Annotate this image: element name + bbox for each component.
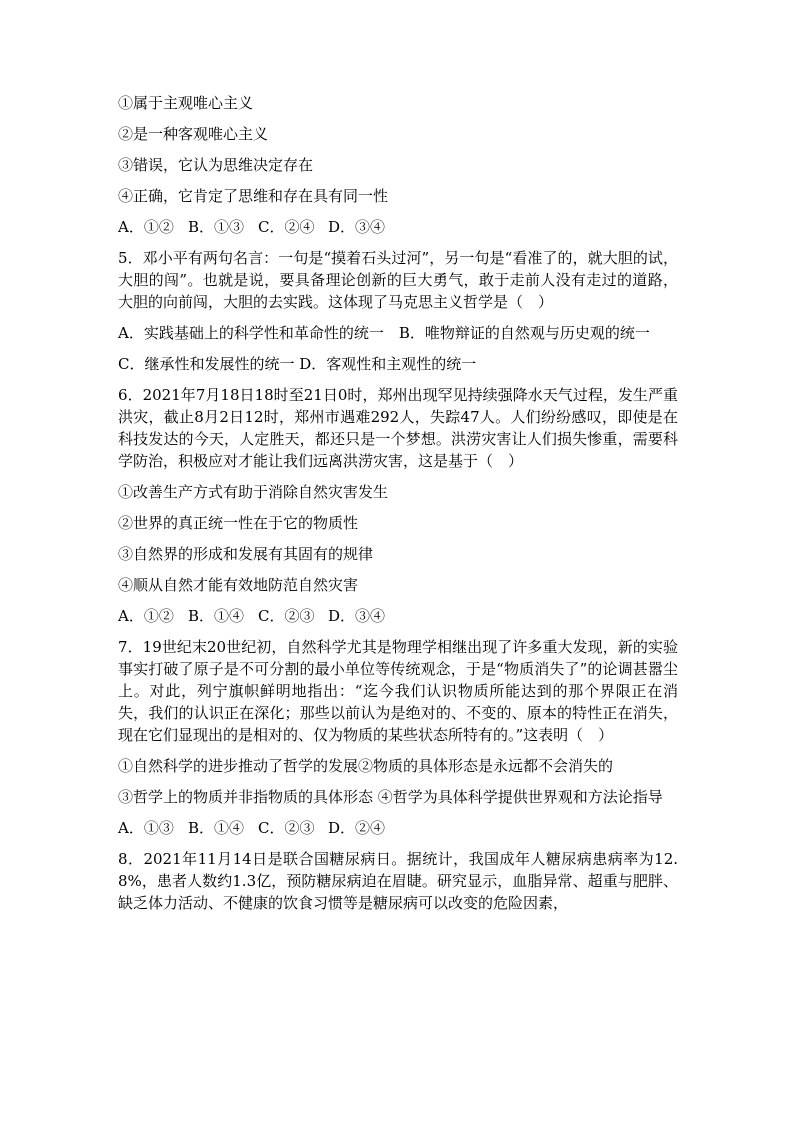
q6-item-2: ②世界的真正统一性在于它的物质性 — [118, 514, 359, 532]
q6-option-b: B．①④ — [188, 607, 245, 625]
q7-option-b: B．①④ — [188, 819, 245, 837]
q4-option-a: A．①② — [118, 218, 174, 236]
q4-option-d: D．③④ — [328, 218, 386, 236]
q4-option-b: B．①③ — [188, 218, 245, 236]
q8-stem: 8．2021年11月14日是联合国糖尿病日。据统计，我国成年人糖尿病患病率为12.8%，患者人数约1.3亿，预防糖尿病迫在眉睫。研究显示，血脂异常、超重与肥胖、缺乏体力活动、不健康的饮食习惯等是糖尿病可以改变的危险因素， — [118, 850, 678, 912]
q6-option-c: C．②③ — [258, 607, 315, 625]
q6-stem: 6．2021年7月18日18时至21日0时，郑州出现罕见持续强降水天气过程，发生严重洪灾，截止8月2日12时，郑州市遇难292人，失踪47人。人们纷纷感叹，即使是在科技发达的今天，人定胜天，都还只是一个梦想。洪涝灾害让人们损失惨重，需要科学防治，积极应对才能让我们远离洪涝灾害，这是基于（ ） — [118, 386, 678, 470]
q6-item-4: ④顺从自然才能有效地防范自然灾害 — [118, 576, 359, 594]
q6-options — [118, 605, 678, 627]
q6-option-a: A．①② — [118, 607, 174, 625]
q5-option-cd: C．继承性和发展性的统一 D．客观性和主观性的统一 — [118, 355, 477, 373]
q7-items-line-2: ③哲学上的物质并非指物质的具体形态 ④哲学为具体科学提供世界观和方法论指导 — [118, 788, 663, 806]
q7-option-a: A．①③ — [118, 819, 174, 837]
document-page — [118, 92, 678, 923]
q6-item-1: ①改善生产方式有助于消除自然灾害发生 — [118, 483, 389, 501]
q6-option-d: D．③④ — [328, 607, 386, 625]
q7-items-line-1: ①自然科学的进步推动了哲学的发展②物质的具体形态是永远都不会消失的 — [118, 757, 614, 775]
q4-item-3: ③错误，它认为思维决定存在 — [118, 156, 314, 174]
q4-options — [118, 216, 678, 238]
q7-options — [118, 817, 678, 839]
q4-item-1: ①属于主观唯心主义 — [118, 94, 254, 112]
q4-item-2: ②是一种客观唯心主义 — [118, 125, 269, 143]
q7-option-c: C．②③ — [258, 819, 315, 837]
q4-option-c: C．②④ — [258, 218, 315, 236]
q7-stem: 7．19世纪末20世纪初，自然科学尤其是物理学相继出现了许多重大发现，新的实验事实打破了原子是不可分割的最小单位等传统观念，于是“物质消失了”的论调甚嚣尘上。对此，列宁旗帜鲜明地指出：“迄今我们认识物质所能达到的那个界限正在消失，我们的认识正在深化；那些以前认为是绝对的、不变的、原本的特性正在消失，现在它们显现出的是相对的、仅为物质的某些状态所特有的。”这表明（ ） — [118, 638, 678, 744]
q4-item-4: ④正确，它肯定了思维和存在具有同一性 — [118, 187, 389, 205]
q7-option-d: D．②④ — [328, 819, 386, 837]
q5-option-ab: A．实践基础上的科学性和革命性的统一 B．唯物辩证的自然观与历史观的统一 — [118, 324, 650, 342]
q6-item-3: ③自然界的形成和发展有其固有的规律 — [118, 545, 374, 563]
q5-stem: 5．邓小平有两句名言：一句是“摸着石头过河”，另一句是“看准了的，就大胆的试，大胆的闯”。也就是说，要具备理论创新的巨大勇气，敢于走前人没有走过的道路，大胆的向前闯，大胆的去实践。这体现了马克思主义哲学是（ ） — [118, 249, 678, 311]
